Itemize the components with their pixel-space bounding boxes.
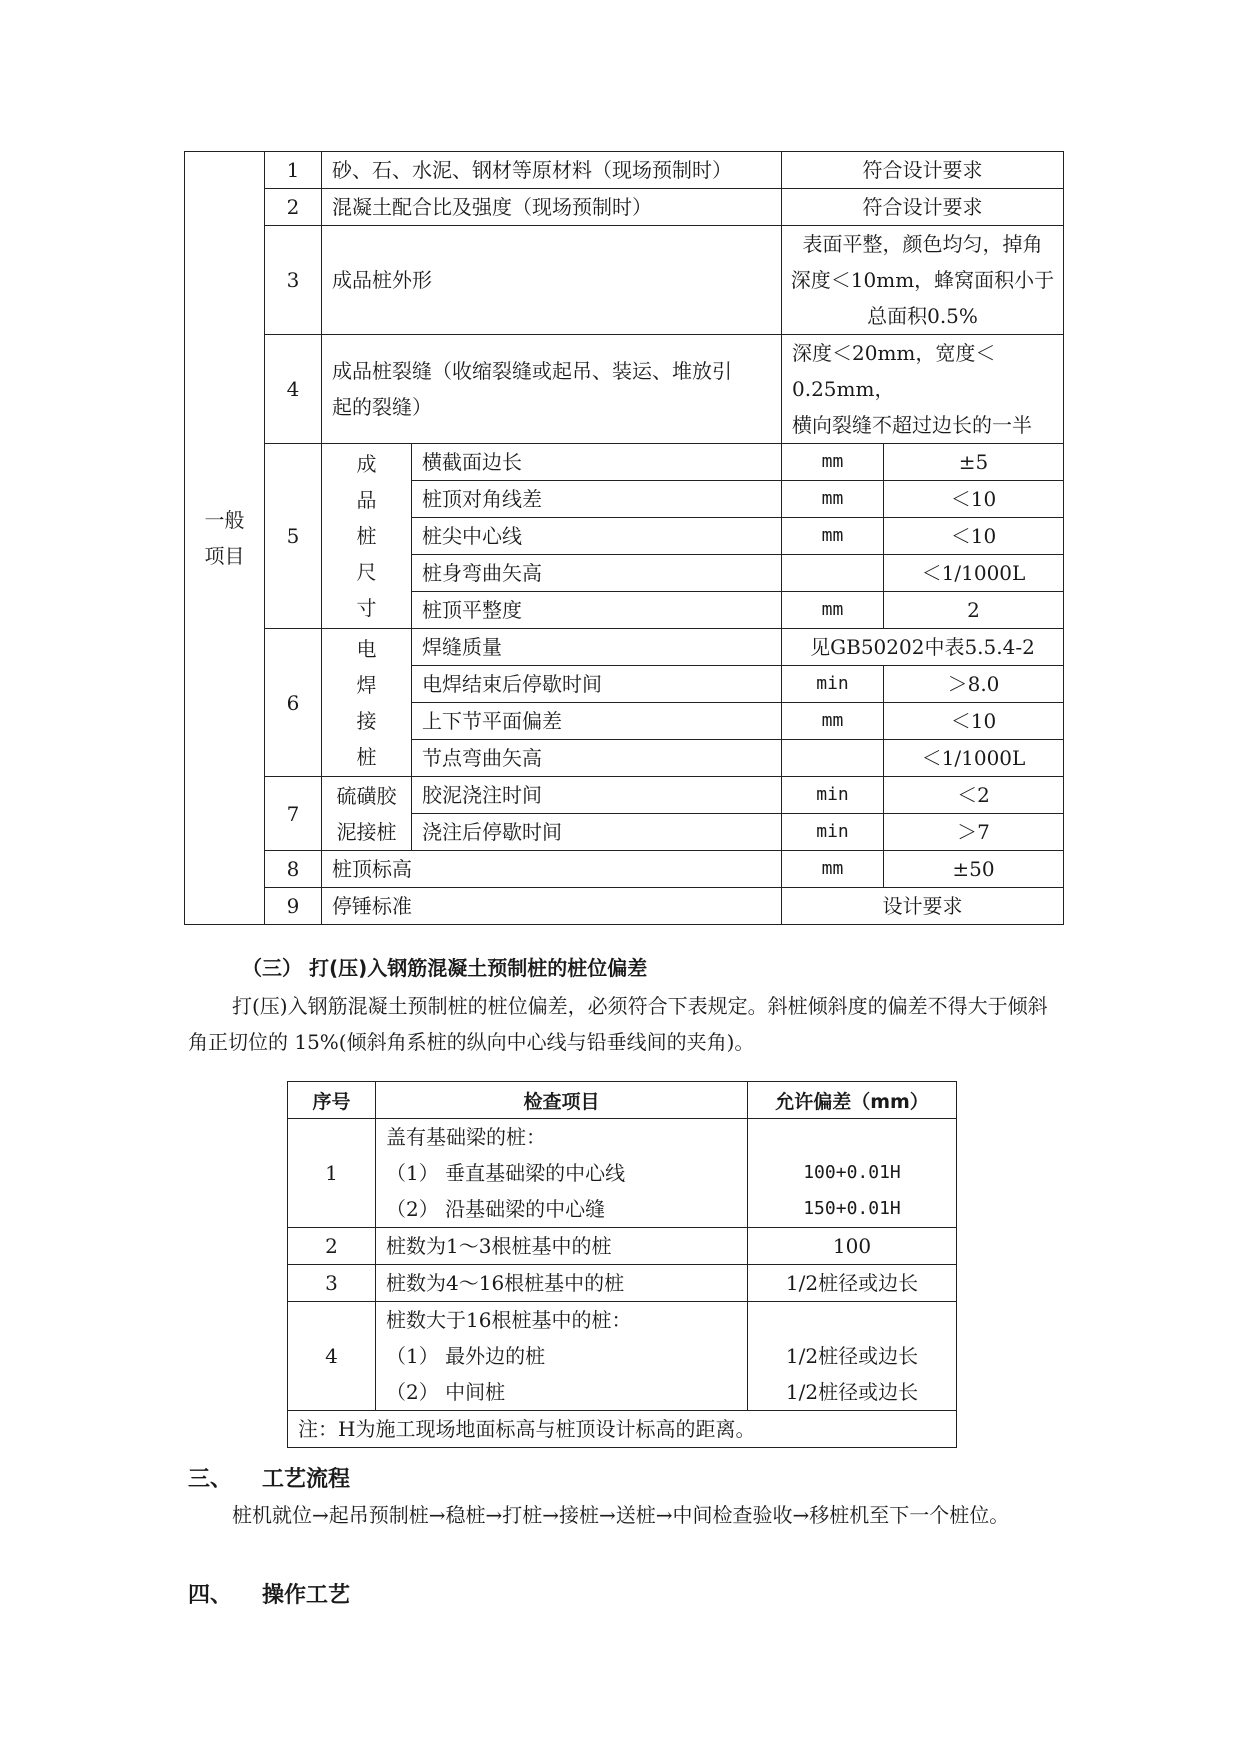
item-line: 盖有基础梁的桩： [386,1125,546,1149]
item-cell: 横截面边长 [412,444,782,481]
table-row [288,1265,957,1302]
table-note: 注：H为施工现场地面标高与桩顶设计标高的距离。 [288,1411,957,1448]
row-number: 3 [265,226,322,335]
section-title: 操作工艺 [262,1583,351,1608]
value-line: 100+0.01H [803,1162,901,1183]
group-label [322,444,412,629]
item-cell: 桩身弯曲矢高 [412,555,782,592]
item-line: 桩数大于16根桩基中的桩： [386,1308,632,1332]
group-label-char: 品 [356,488,377,512]
table-note-row [288,1411,957,1448]
requirement-line: 表面平整，颜色均匀，掉角 [802,232,1043,256]
item-line: 起的裂缝） [332,395,432,419]
row-number: 9 [265,888,322,925]
section-title: 工艺流程 [262,1467,351,1492]
group-label-char: 寸 [356,596,377,620]
header-allowed-deviation: 允许偏差（mm） [748,1082,957,1119]
header-serial: 序号 [288,1082,376,1119]
group-label [322,777,412,851]
value-cell: ＜2 [884,777,1064,814]
value-cell: ＞8.0 [884,666,1064,703]
value-cell: ＞7 [884,814,1064,851]
item-cell: 成品桩外形 [322,226,782,335]
value-line [748,1302,956,1338]
value-cell: 2 [884,592,1064,629]
value-line: 150+0.01H [803,1198,901,1219]
value-cell: ±5 [884,444,1064,481]
section-heading [188,1578,350,1609]
unit-cell: mm [782,703,884,740]
requirement-line: 总面积0.5% [867,304,978,328]
value-cell: ＜1/1000L [884,555,1064,592]
value-cell: ＜10 [884,481,1064,518]
row-number: 1 [265,152,322,189]
item-cell [376,1119,748,1228]
table-row [288,1228,957,1265]
item-line: （1） 垂直基础梁的中心线 [386,1161,626,1185]
item-cell [376,1302,748,1411]
category-line: 一般 [204,508,245,532]
row-number: 5 [265,444,322,629]
value-cell [748,1119,957,1228]
item-cell: 桩数为4～16根桩基中的桩 [376,1265,748,1302]
category-line: 项目 [204,544,245,568]
requirement-line: 深度＜10mm，蜂窝面积小于 [790,268,1055,292]
value-cell: ±50 [884,851,1064,888]
value-cell: 1/2桩径或边长 [748,1265,957,1302]
item-cell: 砂、石、水泥、钢材等原材料（现场预制时） [322,152,782,189]
category-cell [185,152,265,925]
row-number: 2 [288,1228,376,1265]
value-cell: 100 [748,1228,957,1265]
requirement-line: 横向裂缝不超过边长的一半 [792,413,1032,437]
requirement-cell: 符合设计要求 [782,189,1064,226]
item-cell: 桩顶平整度 [412,592,782,629]
group-label-line: 泥接桩 [336,819,397,844]
value-line: 1/2桩径或边长 [785,1380,919,1404]
value-cell: 设计要求 [782,888,1064,925]
group-label-char: 电 [356,636,377,661]
item-cell: 桩顶标高 [322,851,782,888]
group-label [322,629,412,777]
requirement-line: 深度＜20mm，宽度＜0.25mm， [792,341,996,401]
value-cell: ＜1/1000L [884,740,1064,777]
item-cell: 胶泥浇注时间 [412,777,782,814]
pile-position-deviation-table [287,1081,957,1448]
requirement-cell [782,226,1064,335]
requirement-cell [782,335,1064,444]
unit-cell: mm [782,851,884,888]
group-label-char: 桩 [356,524,377,548]
value-cell: 见GB50202中表5.5.4-2 [782,629,1064,666]
unit-cell: min [782,777,884,814]
unit-cell: mm [782,481,884,518]
item-cell: 混凝土配合比及强度（现场预制时） [322,189,782,226]
item-line: （2） 沿基础梁的中心缝 [386,1197,606,1221]
value-cell [748,1302,957,1411]
subsection-paragraph: 打(压)入钢筋混凝土预制桩的桩位偏差，必须符合下表规定。斜桩倾斜度的偏差不得大于倾斜角正切位的 15%(倾斜角系桩的纵向中心线与铅垂线间的夹角)。 [188,994,1048,1054]
section-number: 三、 [188,1467,233,1492]
item-cell: 桩尖中心线 [412,518,782,555]
table-row [288,1119,957,1228]
unit-cell [782,740,884,777]
process-flow-paragraph: 桩机就位→起吊预制桩→稳桩→打桩→接桩→送桩→中间检查验收→移桩机至下一个桩位。 [232,1503,1010,1527]
item-cell: 停锤标准 [322,888,782,925]
unit-cell: mm [782,592,884,629]
value-line [748,1119,956,1155]
group-label-char: 接 [356,708,377,733]
row-number: 4 [265,335,322,444]
item-cell: 焊缝质量 [412,629,782,666]
item-cell: 桩顶对角线差 [412,481,782,518]
unit-cell: mm [782,444,884,481]
value-cell: ＜10 [884,703,1064,740]
header-check-item: 检查项目 [376,1082,748,1119]
unit-cell: min [782,666,884,703]
row-number: 3 [288,1265,376,1302]
table-row [288,1302,957,1411]
row-number: 6 [265,629,322,777]
section-number: 四、 [188,1583,233,1608]
row-number: 7 [265,777,322,851]
row-number: 8 [265,851,322,888]
unit-cell: min [782,814,884,851]
value-cell: ＜10 [884,518,1064,555]
group-label-char: 焊 [356,672,377,697]
group-label-char: 成 [356,452,377,476]
row-number: 1 [288,1119,376,1228]
item-cell: 上下节平面偏差 [412,703,782,740]
value-line: 1/2桩径或边长 [785,1344,919,1368]
unit-cell: mm [782,518,884,555]
item-cell: 节点弯曲矢高 [412,740,782,777]
group-label-line: 硫磺胶 [336,783,397,808]
row-number: 2 [265,189,322,226]
item-cell: 浇注后停歇时间 [412,814,782,851]
group-label-char: 尺 [356,560,377,584]
item-line: 成品桩裂缝（收缩裂缝或起吊、装运、堆放引 [332,359,732,383]
requirement-cell: 符合设计要求 [782,152,1064,189]
item-line: （2） 中间桩 [386,1380,506,1404]
subsection-heading: （三） 打(压)入钢筋混凝土预制桩的桩位偏差 [242,956,648,980]
group-label-char: 桩 [356,744,377,769]
item-line: （1） 最外边的桩 [386,1344,546,1368]
section-heading [188,1462,350,1493]
item-cell: 桩数为1～3根桩基中的桩 [376,1228,748,1265]
quality-table-general [184,151,1064,925]
item-cell: 电焊结束后停歇时间 [412,666,782,703]
unit-cell [782,555,884,592]
item-cell [322,335,782,444]
row-number: 4 [288,1302,376,1411]
